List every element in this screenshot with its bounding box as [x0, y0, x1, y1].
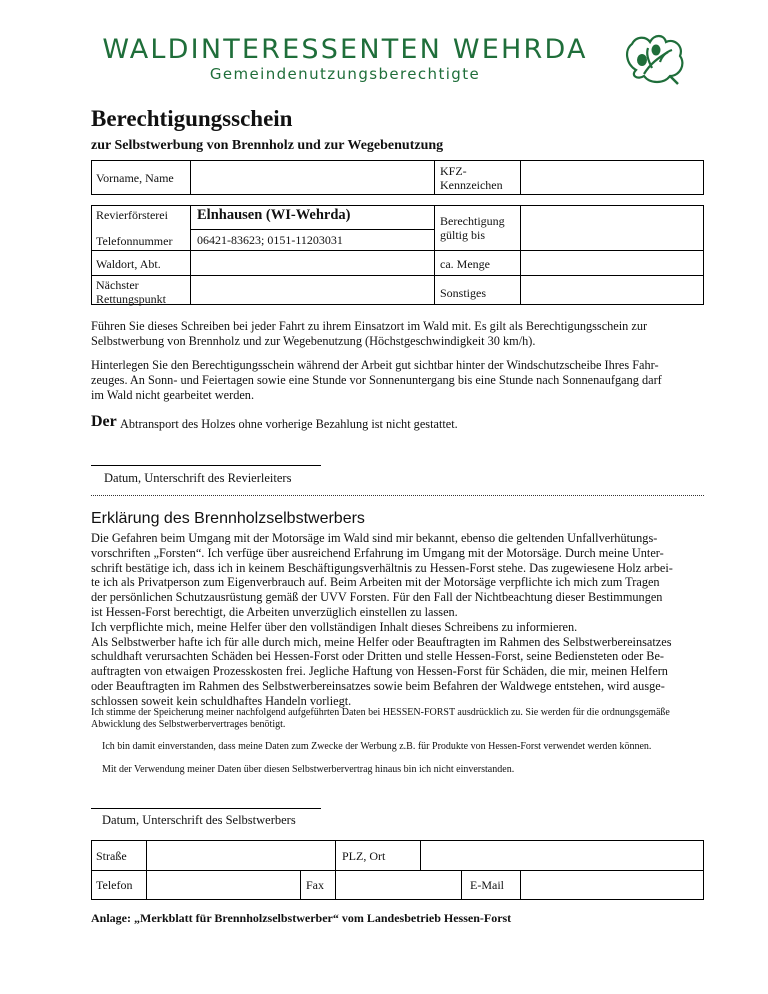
declaration-line: auftragten von etwaigen Prozesskosten frei. Jegliche Haftung von Hessen-Forst für Schäden, die mir, meinen Helfern	[91, 664, 668, 679]
gueltig-label-1: Berechtigung	[440, 214, 505, 228]
email-label: E-Mail	[470, 878, 504, 892]
signature-label-revierleiter: Datum, Unterschrift des Revierleiters	[104, 471, 292, 485]
sonstiges-field[interactable]	[522, 277, 702, 304]
email-field[interactable]	[522, 872, 702, 898]
info-paragraph-1: Führen Sie dieses Schreiben bei jeder Fahrt zu ihrem Einsatzort im Wald mit. Es gilt als Berechtigungsschein zur Selbstwerbung von Brennholz und zur Wegebenutzung (Höchstgeschwindigkeit 30 km/h).	[91, 319, 648, 348]
kfz-label-2: Kennzeichen	[440, 178, 503, 192]
kfz-field[interactable]	[522, 162, 702, 193]
declaration-line: der persönlichen Schutzausrüstung gemäß der UVV Forsten. Für den Fall der Nichtbeachtung dieser Bestimmungen	[91, 590, 663, 605]
menge-field[interactable]	[522, 252, 702, 274]
plz-ort-label: PLZ, Ort	[342, 849, 386, 863]
kfz-label-1: KFZ-	[440, 164, 467, 178]
document-subtitle: zur Selbstwerbung von Brennholz und zur Wegebenutzung	[91, 138, 444, 153]
declaration-line: vorschriften „Forsten“. Ich verfüge über ausreichend Erfahrung im Umgang mit der Motorsäge. Durch meine Unter-	[91, 545, 664, 560]
gueltig-label-2: gültig bis	[440, 228, 486, 242]
waldort-label: Waldort, Abt.	[96, 257, 161, 271]
signature-label-selbstwerber: Datum, Unterschrift des Selbstwerbers	[102, 813, 296, 827]
data-consent-3[interactable]: Mit der Verwendung meiner Daten über diesen Selbstwerbervertrag hinaus bin ich nicht einverstanden.	[102, 764, 515, 775]
data-consent-2[interactable]: Ich bin damit einverstanden, dass meine Daten zum Zwecke der Werbung z.B. für Produkte von Hessen-Forst verwendet werden können.	[102, 741, 652, 752]
gueltig-field[interactable]	[522, 207, 702, 249]
declaration-line: schuldhaft verursachten Schäden bei Hessen-Forst oder Dritten und stelle Hessen-Forst, seine Bediensteten oder Be-	[91, 649, 665, 664]
strasse-label: Straße	[96, 849, 127, 863]
rettungspunkt-field[interactable]	[192, 277, 432, 304]
plz-ort-field[interactable]	[422, 842, 702, 868]
strasse-field[interactable]	[148, 842, 333, 868]
signature-line-revierleiter	[91, 465, 321, 466]
waldort-field[interactable]	[192, 252, 432, 274]
info-paragraph-2-line-2: zeuges. An Sonn- und Feiertagen sowie eine Stunde vor Sonnenuntergang bis eine Stunde nach Sonnenaufgang darf	[91, 373, 662, 387]
oak-leaf-logo-icon	[622, 30, 688, 86]
fax-field[interactable]	[337, 872, 459, 898]
declaration-line: ist Hessen-Forst berechtigt, die Arbeiten unverzüglich einstellen zu lassen.	[91, 604, 458, 619]
rettungspunkt-label-1: Nächster	[96, 278, 139, 292]
name-field[interactable]	[192, 162, 432, 193]
declaration-line: Die Gefahren beim Umgang mit der Motorsäge im Wald sind mir bekannt, ebenso die geltenden Unfallverhütungs-	[91, 531, 658, 545]
rettungspunkt-label-2: Rettungspunkt	[96, 292, 167, 306]
name-label: Vorname, Name	[96, 171, 174, 185]
info-paragraph-3: Abtransport des Holzes ohne vorherige Bezahlung ist nicht gestattet.	[120, 417, 458, 431]
attachment-note: Anlage: „Merkblatt für Brennholzselbstwerber“ vom Landesbetrieb Hessen-Forst	[91, 911, 512, 925]
declaration-line: schlossen soweit kein schuldhaftes Handeln vorliegt.	[91, 693, 352, 708]
data-consent-1-line-2: Abwicklung des Selbstwerbervertrages benötigt.	[91, 719, 286, 730]
info-paragraph-2-line-1: Hinterlegen Sie den Berechtigungsschein während der Arbeit gut sichtbar hinter der Windschutzscheibe Ihres Fahr-	[91, 358, 659, 372]
signature-line-selbstwerber	[91, 808, 321, 809]
declaration-heading: Erklärung des Brennholzselbstwerbers	[91, 510, 365, 527]
declaration-line: Ich verpflichte mich, meine Helfer über den vollständigen Inhalt dieses Schreibens zu informieren.	[91, 619, 578, 634]
revier-value: Elnhausen (WI-Wehrda)	[197, 207, 351, 223]
declaration-line: Als Selbstwerber hafte ich für alle durch mich, meine Helfer oder Beauftragten im Rahmen des Selbstwerbereinsatzes	[91, 634, 672, 649]
declaration-text	[91, 531, 731, 709]
declaration-line: oder Beauftragten im Rahmen des Selbstwerbereinsatzes sowie beim Befahren der Waldwege entstehen, wird ausge-	[91, 678, 665, 693]
org-subtitle: Gemeindenutzungsberechtigte	[209, 65, 481, 83]
sonstiges-label: Sonstiges	[440, 286, 487, 300]
declaration-line: te ich als Privatperson zum Eigenverbrauch auf. Beim Arbeiten mit der Motorsäge verpflichte ich mich zum Tragen	[91, 575, 660, 590]
info-paragraph-3-lead: Der	[91, 413, 117, 430]
telefon-label-2: Telefon	[96, 878, 133, 892]
menge-label: ca. Menge	[440, 257, 490, 271]
cut-line-divider	[91, 495, 704, 496]
info-paragraph-2-line-3: im Wald nicht gearbeitet werden.	[91, 388, 255, 402]
document-title: Berechtigungsschein	[91, 106, 293, 131]
declaration-line: schrift bestätige ich, dass ich in keinem Beschäftigungsverhältnis zu Hessen-Forst stehe. Das zugewiesene Holz arbei-	[91, 560, 673, 575]
telefon-label: Telefonnummer	[96, 234, 173, 248]
revier-label: Revierförsterei	[96, 208, 168, 222]
org-name: WALDINTERESSENTEN WEHRDA	[102, 34, 588, 65]
data-consent-1-line-1: Ich stimme der Speicherung meiner nachfolgend aufgeführten Daten bei HESSEN-FORST ausdrücklich zu. Sie werden für die ordnungsgemäße	[91, 707, 670, 718]
fax-label: Fax	[306, 878, 324, 892]
telefon-value: 06421-83623; 0151-11203031	[197, 233, 343, 247]
telefon-field[interactable]	[148, 872, 298, 898]
